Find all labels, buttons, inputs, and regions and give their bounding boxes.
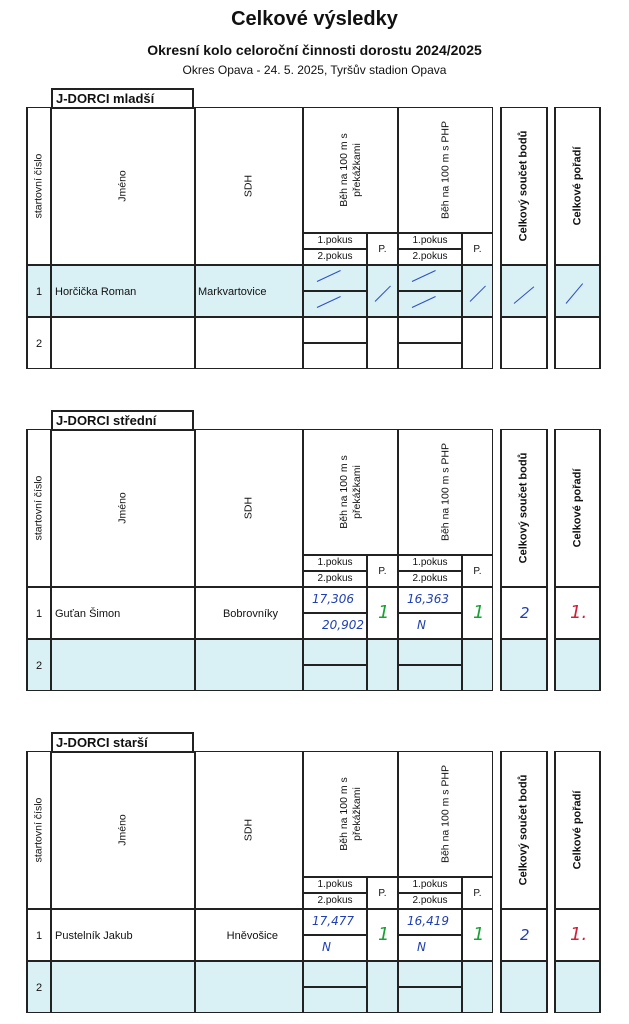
- points-p: [462, 909, 493, 961]
- try1-label-hurdles: [303, 555, 367, 571]
- col-label-rank: Celkové pořadí: [571, 146, 583, 226]
- try1-text: 1.pokus: [412, 879, 448, 890]
- attempt2-h: [303, 291, 367, 317]
- competitor-name: Guťan Šimon: [55, 608, 121, 620]
- category-label: J-DORCI střední: [51, 410, 194, 431]
- col-label-php: Běh na 100 m s PHP: [439, 120, 451, 220]
- col-header-php: [398, 107, 493, 233]
- try2-label-php: [398, 893, 462, 909]
- col-label-sdh: SDH: [242, 818, 255, 842]
- try1-label-hurdles: [303, 877, 367, 893]
- competitor-name: Pustelník Jakub: [55, 930, 133, 942]
- col-label-php: Běh na 100 m s PHP: [439, 442, 451, 542]
- startnum-value: 2: [36, 338, 43, 350]
- rank-value: 1.: [570, 924, 588, 945]
- attempt1-p: [398, 909, 462, 935]
- points-p: [462, 265, 493, 317]
- try1-label-hurdles: [303, 233, 367, 249]
- col-label-rank: Celkové pořadí: [571, 468, 583, 548]
- p-text: P.: [473, 888, 482, 899]
- points-h: [367, 265, 398, 317]
- col-label-total: Celkový součet bodů: [517, 452, 530, 564]
- try2-label-hurdles: [303, 893, 367, 909]
- points-h: [367, 587, 398, 639]
- row-name: [51, 961, 195, 1013]
- try2-label-hurdles: [303, 249, 367, 265]
- row-total: [500, 909, 548, 961]
- try1-label-php: [398, 877, 462, 893]
- row-sdh: [195, 265, 303, 317]
- points-h: [367, 909, 398, 961]
- p-label-php: [462, 877, 493, 909]
- attempt1-p: [398, 961, 462, 987]
- row-name: [51, 317, 195, 369]
- points-p: [462, 639, 493, 691]
- col-header-hurdles: [303, 429, 398, 555]
- startnum-value: 1: [36, 930, 43, 942]
- row-total: [500, 961, 548, 1013]
- row-rank: [554, 265, 601, 317]
- row-rank: [554, 587, 601, 639]
- rank-value: 1.: [570, 602, 588, 623]
- attempt2-p: [398, 291, 462, 317]
- attempt1-h: [303, 317, 367, 343]
- row-name: [51, 909, 195, 961]
- points-h: [367, 961, 398, 1013]
- col-header-sdh: [195, 751, 303, 909]
- row-sdh: [195, 587, 303, 639]
- attempt1-h: [303, 587, 367, 613]
- col-header-startnum: [26, 751, 51, 909]
- attempt2-h: [303, 935, 367, 961]
- row-total: [500, 265, 548, 317]
- row-startnum: [26, 317, 51, 369]
- p-text: P.: [473, 566, 482, 577]
- startnum-value: 1: [36, 608, 43, 620]
- col-header-name: [51, 107, 195, 265]
- attempt1-h: [303, 265, 367, 291]
- row-startnum: [26, 961, 51, 1013]
- attempt2-h: [303, 613, 367, 639]
- attempt1-value: 17,477: [312, 914, 354, 928]
- col-header-name: [51, 751, 195, 909]
- row-sdh: [195, 639, 303, 691]
- try2-text: 2.pokus: [317, 251, 353, 262]
- col-header-sdh: [195, 107, 303, 265]
- event-location: Okres Opava - 24. 5. 2025, Tyršův stadion Opava: [182, 63, 447, 77]
- row-total: [500, 587, 548, 639]
- attempt1-h: [303, 639, 367, 665]
- total-value: 2: [520, 604, 530, 622]
- col-label-startnum: startovní číslo: [32, 475, 45, 541]
- p-label-hurdles: [367, 233, 398, 265]
- try2-label-hurdles: [303, 571, 367, 587]
- try2-label-php: [398, 571, 462, 587]
- col-label-startnum: startovní číslo: [32, 153, 45, 219]
- col-header-total: [500, 429, 548, 587]
- col-header-rank: [554, 107, 601, 265]
- col-label-sdh: SDH: [242, 496, 255, 520]
- startnum-value: 1: [36, 286, 43, 298]
- p-label-php: [462, 555, 493, 587]
- row-rank: [554, 961, 601, 1013]
- startnum-value: 2: [36, 660, 43, 672]
- row-rank: [554, 639, 601, 691]
- try2-text: 2.pokus: [317, 895, 353, 906]
- sdh-value: Bobrovníky: [222, 608, 278, 620]
- row-sdh: [195, 317, 303, 369]
- try1-label-php: [398, 555, 462, 571]
- p-text: P.: [378, 888, 387, 899]
- total-value: 2: [520, 926, 530, 944]
- col-label-hurdles: Běh na 100 m s překážkami: [337, 133, 363, 207]
- col-header-startnum: [26, 429, 51, 587]
- row-startnum: [26, 587, 51, 639]
- col-header-hurdles: [303, 751, 398, 877]
- col-label-php: Běh na 100 m s PHP: [439, 764, 451, 864]
- p-label-hurdles: [367, 877, 398, 909]
- attempt2-value: N: [417, 940, 426, 954]
- attempt1-value: 16,363: [407, 592, 449, 606]
- col-header-hurdles: [303, 107, 398, 233]
- try2-text: 2.pokus: [317, 573, 353, 584]
- attempt2-value: N: [417, 618, 426, 632]
- col-label-hurdles: Běh na 100 m s překážkami: [337, 777, 363, 851]
- row-sdh: [195, 909, 303, 961]
- p-label-hurdles: [367, 555, 398, 587]
- col-header-php: [398, 429, 493, 555]
- startnum-value: 2: [36, 982, 43, 994]
- col-header-rank: [554, 429, 601, 587]
- attempt1-p: [398, 639, 462, 665]
- category-label: J-DORCI mladší: [51, 88, 194, 109]
- try2-text: 2.pokus: [412, 573, 448, 584]
- points-value: 1: [473, 602, 485, 623]
- attempt1-value: 16,419: [407, 914, 449, 928]
- p-label-php: [462, 233, 493, 265]
- attempt1-h: [303, 961, 367, 987]
- attempt2-p: [398, 935, 462, 961]
- try2-text: 2.pokus: [412, 251, 448, 262]
- col-header-total: [500, 751, 548, 909]
- col-header-startnum: [26, 107, 51, 265]
- attempt2-p: [398, 343, 462, 369]
- try1-text: 1.pokus: [317, 235, 353, 246]
- attempt1-p: [398, 587, 462, 613]
- col-label-total: Celkový součet bodů: [517, 774, 530, 886]
- page-title: Celkové výsledky: [231, 8, 398, 30]
- points-p: [462, 317, 493, 369]
- try1-text: 1.pokus: [317, 557, 353, 568]
- attempt2-p: [398, 613, 462, 639]
- col-label-sdh: SDH: [242, 174, 255, 198]
- col-header-php: [398, 751, 493, 877]
- col-label-hurdles: Běh na 100 m s překážkami: [337, 455, 363, 529]
- col-label-name: Jméno: [116, 814, 129, 846]
- attempt2-h: [303, 343, 367, 369]
- points-value: 1: [378, 924, 390, 945]
- row-rank: [554, 317, 601, 369]
- row-total: [500, 639, 548, 691]
- try1-text: 1.pokus: [412, 557, 448, 568]
- try1-text: 1.pokus: [317, 879, 353, 890]
- attempt2-p: [398, 987, 462, 1013]
- row-startnum: [26, 909, 51, 961]
- points-h: [367, 639, 398, 691]
- attempt2-value: 20,902: [322, 618, 364, 632]
- points-h: [367, 317, 398, 369]
- p-text: P.: [378, 566, 387, 577]
- page-subtitle: Okresní kolo celoroční činnosti dorostu 2024/2025: [147, 42, 482, 58]
- col-header-sdh: [195, 429, 303, 587]
- sdh-value: Markvartovice: [198, 286, 267, 298]
- attempt2-h: [303, 665, 367, 691]
- attempt1-p: [398, 265, 462, 291]
- col-header-name: [51, 429, 195, 587]
- row-name: [51, 587, 195, 639]
- try1-label-php: [398, 233, 462, 249]
- col-label-total: Celkový součet bodů: [517, 130, 530, 242]
- p-text: P.: [473, 244, 482, 255]
- points-value: 1: [378, 602, 390, 623]
- attempt2-value: N: [322, 940, 331, 954]
- row-name: [51, 639, 195, 691]
- attempt1-value: 17,306: [312, 592, 354, 606]
- row-startnum: [26, 265, 51, 317]
- row-rank: [554, 909, 601, 961]
- col-header-total: [500, 107, 548, 265]
- col-label-startnum: startovní číslo: [32, 797, 45, 863]
- category-label: J-DORCI starší: [51, 732, 194, 753]
- row-startnum: [26, 639, 51, 691]
- try2-text: 2.pokus: [412, 895, 448, 906]
- points-p: [462, 587, 493, 639]
- competitor-name: Horčička Roman: [55, 286, 137, 298]
- col-label-name: Jméno: [116, 492, 129, 524]
- col-header-rank: [554, 751, 601, 909]
- row-total: [500, 317, 548, 369]
- attempt2-h: [303, 987, 367, 1013]
- col-label-name: Jméno: [116, 170, 129, 202]
- attempt1-p: [398, 317, 462, 343]
- row-name: [51, 265, 195, 317]
- attempt2-p: [398, 665, 462, 691]
- row-sdh: [195, 961, 303, 1013]
- sdh-value: Hněvošice: [226, 930, 278, 942]
- try2-label-php: [398, 249, 462, 265]
- points-value: 1: [473, 924, 485, 945]
- col-label-rank: Celkové pořadí: [571, 790, 583, 870]
- attempt1-h: [303, 909, 367, 935]
- p-text: P.: [378, 244, 387, 255]
- try1-text: 1.pokus: [412, 235, 448, 246]
- points-p: [462, 961, 493, 1013]
